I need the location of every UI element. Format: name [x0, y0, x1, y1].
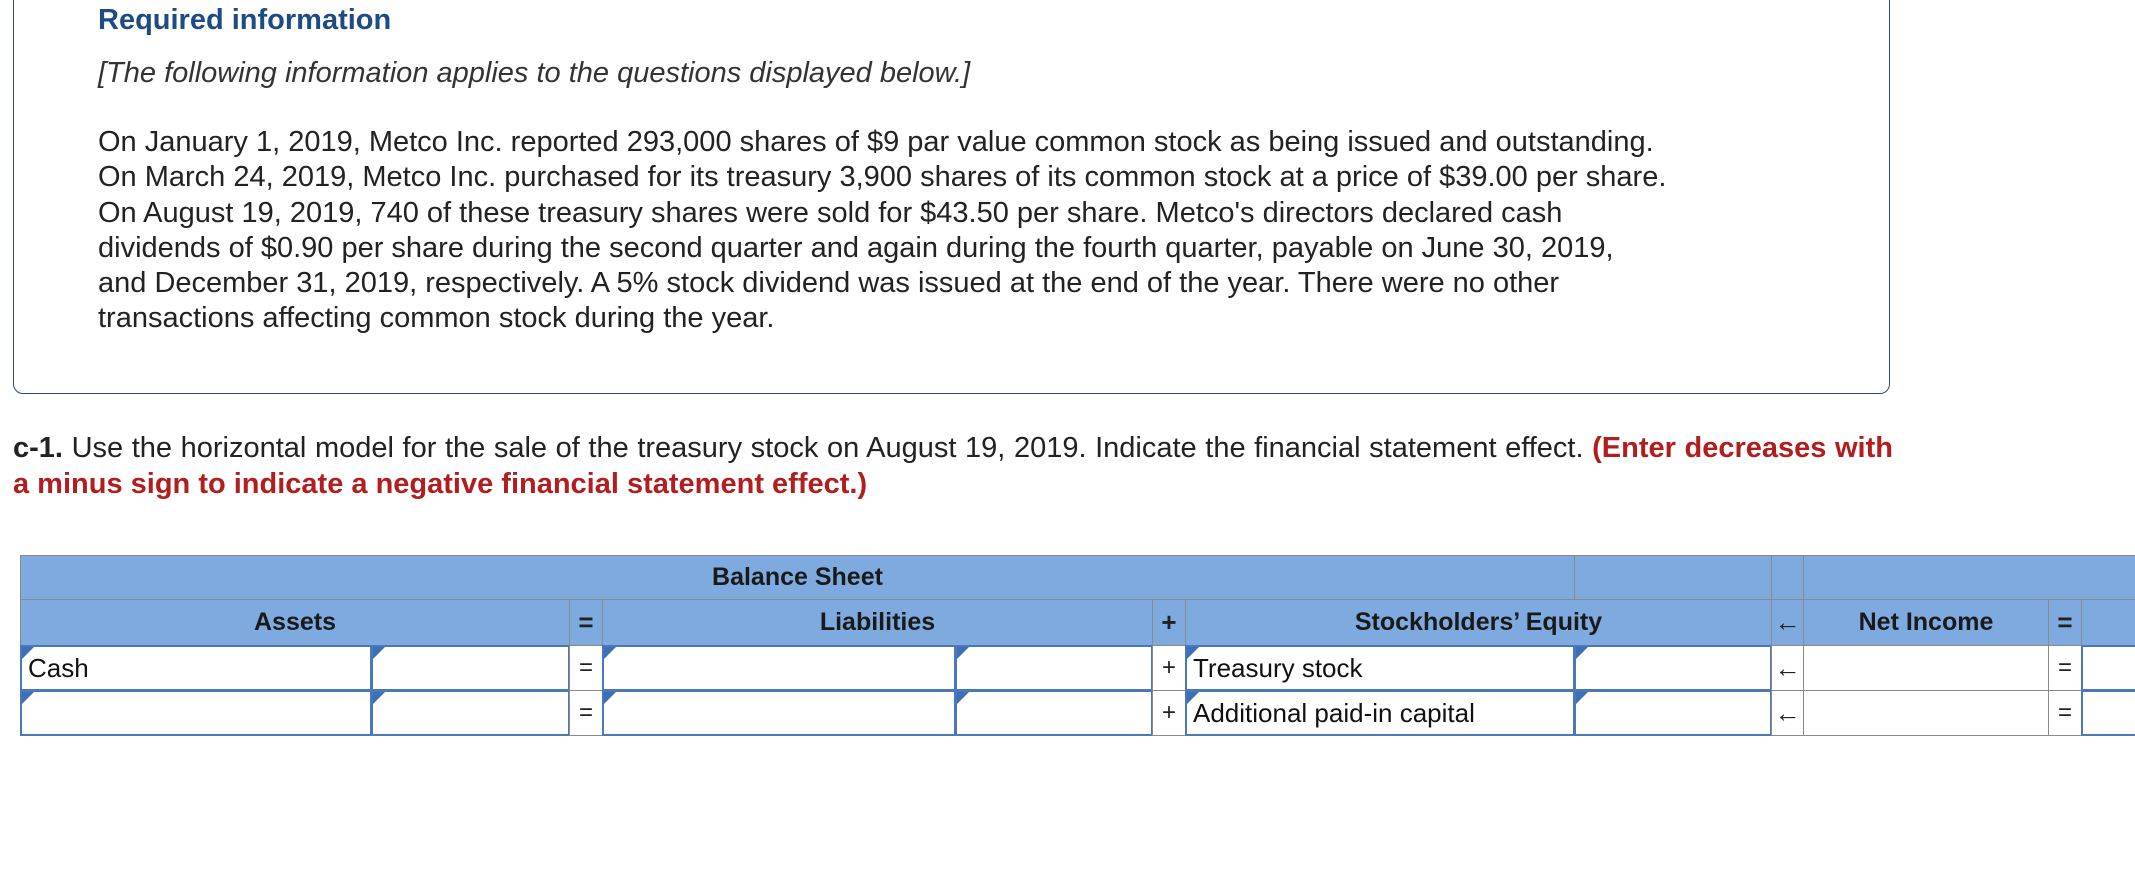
equity-account-value: Treasury stock [1193, 652, 1363, 683]
balance-sheet-header-label: Balance Sheet [712, 563, 883, 591]
question-instruction: (Enter decreases with a minus sign to indicate a negative financial statement effect.) [13, 432, 1893, 500]
question-text: Use the horizontal model for the sale of the treasury stock on August 19, 2019. Indicate the financial statement effect. [62, 432, 1593, 464]
question-c1 [13, 430, 1893, 502]
asset-account-select[interactable] [20, 690, 372, 736]
equals-label: = [578, 654, 593, 681]
equity-header-label: Stockholders’ Equity [1354, 608, 1603, 636]
passage-line: On August 19, 2019, 740 of these treasury shares were sold for $43.50 per share. Metco's directors declared cash [98, 196, 1563, 229]
equals-sign [2048, 645, 2082, 691]
cash-flow-input[interactable] [2081, 645, 2135, 691]
passage-line: transactions affecting common stock during the year. [98, 302, 775, 335]
arrow-label: ← [1774, 607, 1801, 637]
dropdown-indicator-icon [1576, 647, 1588, 659]
liability-account-select[interactable] [602, 690, 956, 736]
equity-account-select[interactable] [1185, 690, 1575, 736]
plus-sign [1152, 599, 1186, 646]
equals-sign [569, 645, 603, 691]
net-income-header-label: Net Income [1858, 608, 1994, 636]
liabilities-header [602, 599, 1153, 646]
plus-label: + [1161, 607, 1177, 637]
arrow-left-icon [1771, 645, 1804, 691]
passage-line: and December 31, 2019, respectively. A 5% stock dividend was issued at the end of the year. There were no other [98, 267, 1560, 300]
problem-passage [98, 125, 1888, 337]
assets-header-label: Assets [254, 608, 336, 636]
dropdown-indicator-icon [22, 692, 34, 704]
header-spacer [1574, 555, 1772, 600]
plus-sign [1152, 645, 1186, 691]
dropdown-indicator-icon [957, 647, 969, 659]
net-income-header [1803, 599, 2049, 646]
equals-label: = [578, 699, 593, 726]
equals-sign [569, 690, 603, 736]
equity-amount-input[interactable] [1574, 690, 1772, 736]
plus-label: + [1161, 654, 1176, 681]
header-spacer [1771, 555, 1804, 600]
equals-sign [2048, 690, 2082, 736]
applies-note: [The following information applies to the questions displayed below.] [98, 57, 971, 89]
dropdown-indicator-icon [604, 692, 616, 704]
equals-label: = [2057, 654, 2072, 681]
dropdown-indicator-icon [604, 647, 616, 659]
net-income-input[interactable] [1803, 645, 2049, 691]
passage-line: dividends of $0.90 per share during the second quarter and again during the fourth quarter, payable on June 30, 2019, [98, 231, 1614, 264]
asset-amount-input[interactable] [371, 690, 570, 736]
equals-label: = [578, 607, 594, 637]
dropdown-indicator-icon [373, 647, 385, 659]
equals-sign [2048, 599, 2082, 646]
dropdown-indicator-icon [373, 692, 385, 704]
cash-flow-input[interactable] [2081, 690, 2135, 736]
arrow-label: ← [1774, 697, 1801, 728]
header-spacer [1803, 555, 2135, 600]
dropdown-indicator-icon [1187, 692, 1199, 704]
passage-line: On March 24, 2019, Metco Inc. purchased for its treasury 3,900 shares of its common stock at a price of $39.00 per share. [98, 161, 1667, 194]
dropdown-indicator-icon [1576, 692, 1588, 704]
equals-label: = [2057, 699, 2072, 726]
net-income-input[interactable] [1803, 690, 2049, 736]
asset-amount-input[interactable] [371, 645, 570, 691]
plus-label: + [1161, 699, 1176, 726]
liability-amount-input[interactable] [955, 645, 1153, 691]
plus-sign [1152, 690, 1186, 736]
arrow-left-icon [1771, 599, 1804, 646]
liability-amount-input[interactable] [955, 690, 1153, 736]
assets-header [20, 599, 570, 646]
dropdown-indicator-icon [22, 647, 34, 659]
dropdown-indicator-icon [1187, 647, 1199, 659]
equals-label: = [2057, 607, 2073, 637]
liabilities-header-label: Liabilities [819, 608, 936, 636]
dropdown-indicator-icon [957, 692, 969, 704]
equals-sign [569, 599, 603, 646]
liability-account-select[interactable] [602, 645, 956, 691]
arrow-left-icon [1771, 690, 1804, 736]
header-spacer [2081, 599, 2135, 646]
arrow-label: ← [1774, 652, 1801, 683]
equity-amount-input[interactable] [1574, 645, 1772, 691]
question-number: c-1. [13, 432, 63, 464]
asset-account-value: Cash [28, 652, 89, 683]
balance-sheet-header [20, 555, 1575, 600]
equity-header [1185, 599, 1772, 646]
passage-line: On January 1, 2019, Metco Inc. reported 293,000 shares of $9 par value common stock as being issued and outstanding. [98, 126, 1654, 158]
equity-account-value: Additional paid-in capital [1193, 697, 1475, 728]
equity-account-select[interactable] [1185, 645, 1575, 691]
required-information-title: Required information [98, 4, 392, 36]
asset-account-select[interactable] [20, 645, 372, 691]
